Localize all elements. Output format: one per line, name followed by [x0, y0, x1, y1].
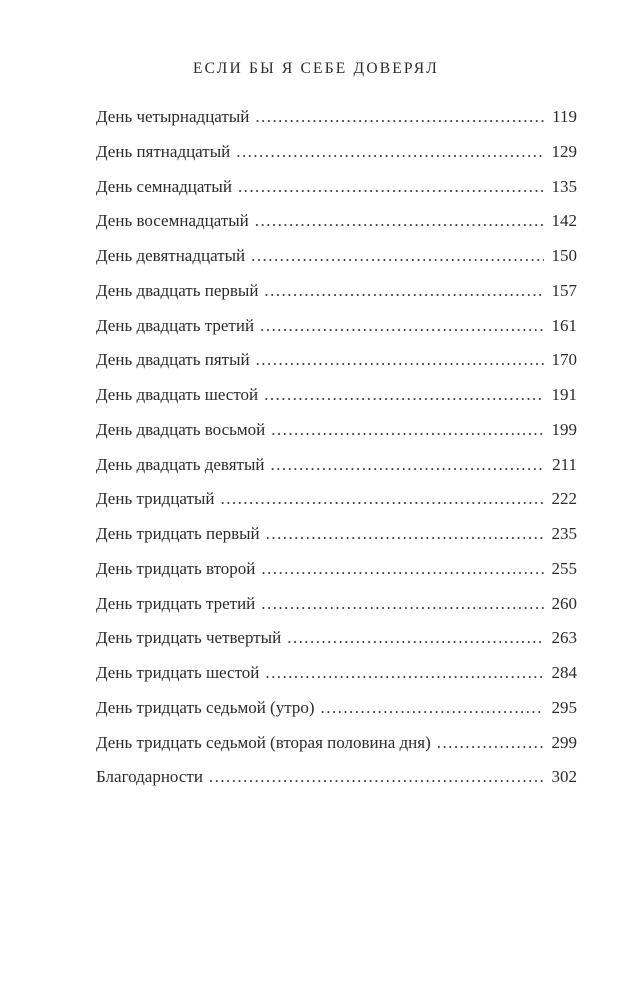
toc-entry-title: День двадцать девятый: [96, 454, 265, 474]
dot-leader: [260, 309, 543, 344]
toc-entry-title: День тридцать третий: [96, 593, 256, 613]
toc-entry-title: День тридцать шестой: [96, 663, 260, 682]
toc-entry: [96, 448, 577, 483]
running-head: ЕСЛИ БЫ Я СЕБЕ ДОВЕРЯЛ: [192, 60, 440, 77]
toc-entry: [96, 760, 577, 795]
dot-leader: [261, 587, 543, 622]
dot-leader: [221, 482, 544, 517]
dot-leader: [255, 204, 544, 239]
toc-entry: [96, 309, 577, 344]
toc-entry-page: 170: [551, 350, 577, 370]
dot-leader: [271, 448, 545, 483]
toc-entry-page: 211: [552, 454, 577, 474]
toc-entry-title: День девятнадцатый: [96, 246, 246, 265]
toc-entry-page: 129: [551, 141, 577, 161]
dot-leader: [265, 656, 543, 691]
toc-entry-title: День двадцать первый: [96, 280, 259, 300]
toc-entry-title: Благодарности: [96, 767, 203, 787]
toc-entry-page: 260: [551, 593, 577, 613]
toc-entry: [96, 343, 577, 378]
dot-leader: [261, 552, 543, 587]
toc-entry-page: 299: [551, 732, 577, 752]
toc-entry: [96, 204, 577, 239]
toc-entry: [96, 239, 577, 274]
toc-entry: [96, 587, 577, 622]
toc-entry-page: 161: [551, 315, 577, 335]
toc-entry-page: 255: [551, 558, 577, 578]
toc-entry-title: День двадцать третий: [96, 315, 255, 335]
toc-entry-page: 157: [551, 280, 577, 300]
toc-entry-page: 302: [551, 767, 577, 787]
toc-entry-title: День двадцать восьмой: [96, 419, 266, 439]
toc-entry-title: День тридцать четвертый: [96, 628, 282, 648]
toc-entry: [96, 552, 577, 587]
dot-leader: [321, 691, 544, 726]
dot-leader: [287, 621, 543, 656]
toc-entry-page: 135: [551, 176, 577, 196]
dot-leader: [255, 100, 544, 135]
toc-entry-title: День пятнадцатый: [96, 141, 231, 161]
toc-entry-title: День семнадцатый: [96, 176, 232, 196]
toc-entry: [96, 378, 577, 413]
dot-leader: [271, 413, 543, 448]
toc-entry-page: 284: [551, 663, 577, 682]
toc-entry-title: День тридцать седьмой (утро): [96, 697, 315, 717]
toc-entry-page: 263: [551, 628, 577, 648]
dot-leader: [236, 135, 543, 170]
toc-entry-title: День тридцать седьмой (вторая половина дня): [96, 732, 431, 752]
dot-leader: [437, 726, 544, 761]
dot-leader: [238, 170, 544, 205]
dot-leader: [256, 343, 544, 378]
toc-entry: [96, 621, 577, 656]
dot-leader: [209, 760, 544, 795]
dot-leader: [264, 274, 543, 309]
toc-entry-page: 199: [551, 419, 577, 439]
dot-leader: [266, 517, 544, 552]
toc-entry: [96, 482, 577, 517]
dot-leader: [251, 239, 543, 274]
toc-entry-page: 222: [551, 489, 577, 509]
toc-entry-page: 191: [551, 385, 577, 404]
toc-entry-title: День тридцатый: [96, 489, 215, 509]
toc-entry: [96, 517, 577, 552]
toc-entry: [96, 135, 577, 170]
toc-entry: [96, 691, 577, 726]
toc-entry: [96, 100, 577, 135]
toc-entry: [96, 726, 577, 761]
toc-entry-title: День двадцать шестой: [96, 385, 259, 404]
toc-entry-page: 150: [551, 246, 577, 265]
toc-entry: [96, 656, 577, 691]
toc-entry-title: День восемнадцатый: [96, 211, 249, 231]
toc-entry-page: 142: [551, 211, 577, 231]
toc-entry-page: 119: [552, 107, 577, 126]
dot-leader: [264, 378, 543, 413]
toc-entry-title: День четырнадцатый: [96, 107, 250, 126]
toc-entry-page: 235: [551, 524, 577, 543]
toc-entry-title: День тридцать первый: [96, 524, 260, 543]
table-of-contents: [96, 100, 577, 795]
toc-entry-page: 295: [551, 697, 577, 717]
toc-entry-title: День тридцать второй: [96, 558, 256, 578]
toc-entry: [96, 170, 577, 205]
toc-entry: [96, 413, 577, 448]
toc-entry: [96, 274, 577, 309]
toc-entry-title: День двадцать пятый: [96, 350, 250, 370]
